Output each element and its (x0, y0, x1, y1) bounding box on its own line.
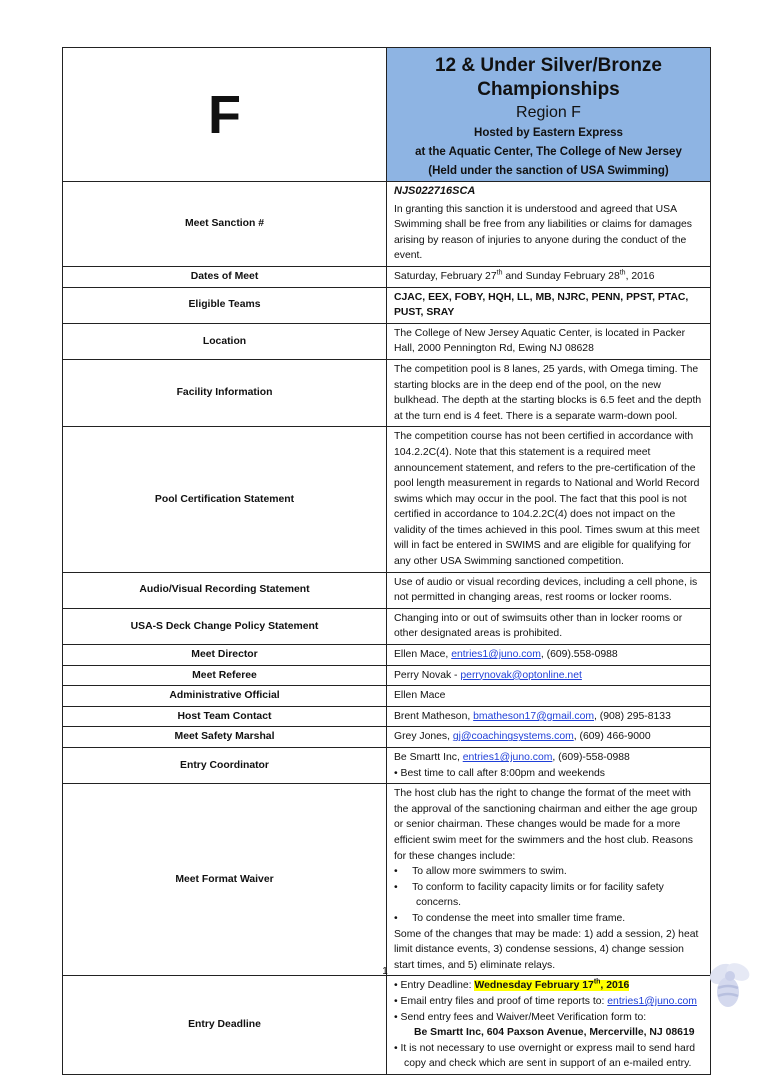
host-contact-value: Brent Matheson, bmatheson17@gmail.com, (908) 295-8133 (387, 706, 711, 727)
sanction-code: NJS022716SCA (394, 185, 476, 197)
list-item: • To allow more swimmers to swim. (394, 866, 567, 878)
referee-email-link[interactable]: perrynovak@optonline.net (460, 669, 582, 681)
av-value: Use of audio or visual recording devices, including a cell phone, is not permitted in changing areas, rest rooms or locker rooms. (387, 572, 711, 608)
safety-marshal-label: Meet Safety Marshal (63, 727, 387, 748)
facility-label: Facility Information (63, 359, 387, 426)
meet-sanction-value (387, 182, 711, 267)
eligible-teams-label: Eligible Teams (63, 287, 387, 323)
location-label: Location (63, 323, 387, 359)
admin-official-value: Ellen Mace (387, 686, 711, 707)
header-block (387, 48, 711, 182)
deadline-bullet: • Entry Deadline: Wednesday February 17th, 2016 (394, 978, 630, 992)
dates-label: Dates of Meet (63, 266, 387, 287)
coordinator-call-note: • Best time to call after 8:00pm and weekends (394, 767, 605, 779)
meet-sanction-label: Meet Sanction # (63, 182, 387, 267)
meet-title: 12 & Under Silver/Bronze Championships (434, 55, 663, 100)
region-name: Region F (516, 104, 581, 121)
entry-coordinator-label: Entry Coordinator (63, 748, 387, 784)
facility-value: The competition pool is 8 lanes, 25 yards, with Omega timing. The starting blocks are in the deep end of the pool, on the new bulkhead. The depth at the starting blocks is 6.5 feet and the depth at the turn end is 4 feet. There is a separate warm-down pool. (387, 359, 711, 426)
format-waiver-value (387, 784, 711, 976)
sanction-text: In granting this sanction it is understood and agreed that USA Swimming shall be free from any liabilities or claims for damages arising by reason of injuries to anyone during the conduct of the event. (394, 203, 692, 262)
region-letter-cell (63, 48, 387, 182)
entries-email-link[interactable]: entries1@juno.com (607, 995, 697, 1007)
host-line: Hosted by Eastern Express (474, 127, 623, 139)
coordinator-email-link[interactable]: entries1@juno.com (462, 752, 553, 763)
entry-deadline-label: Entry Deadline (63, 976, 387, 1075)
format-waiver-label: Meet Format Waiver (63, 784, 387, 976)
sanction-note: (Held under the sanction of USA Swimming) (428, 165, 669, 177)
send-fees-bullet: • Send entry fees and Waiver/Meet Verification form to: (394, 1011, 647, 1023)
safety-email-link[interactable]: gj@coachingsystems.com (452, 731, 574, 743)
host-contact-label: Host Team Contact (63, 706, 387, 727)
page-number: 1 (382, 966, 388, 977)
meet-info-table (62, 47, 711, 1075)
av-label: Audio/Visual Recording Statement (63, 572, 387, 608)
entry-deadline-value (387, 976, 711, 1075)
pool-cert-value: The competition course has not been certified in accordance with 104.2.2C(4). Note that this statement is a required meet announcement statement, and refers to the pre-certification of the pool length measurement in regards to National and World Record swims which may occur in the pool. The fact that this pool is not certified in accordance to 104.2.2C(4) does not impact on the validity of the times achieved in this pool. Times swum at this meet will in fact be entered in SWIMS and are eligible for qualifying for any other USA Swimming sanctioned competition. (387, 427, 711, 572)
meet-director-value: Ellen Mace, entries1@juno.com, (609).558-0988 (387, 645, 711, 666)
pool-cert-label: Pool Certification Statement (63, 427, 387, 572)
bee-watermark-icon (700, 952, 758, 1014)
list-item: • To conform to facility capacity limits or for facility safety concerns. (394, 881, 664, 909)
dates-value: Saturday, February 27th and Sunday February 28th, 2016 (387, 266, 711, 287)
location-value: The College of New Jersey Aquatic Center, is located in Packer Hall, 2000 Pennington Rd, Ewing NJ 08628 (387, 323, 711, 359)
list-item: • To condense the meet into smaller time frame. (394, 912, 626, 924)
meet-referee-value: Perry Novak - perrynovak@optonline.net (387, 665, 711, 686)
meet-referee-label: Meet Referee (63, 665, 387, 686)
director-email-link[interactable]: entries1@juno.com (451, 649, 541, 661)
safety-marshal-value: Grey Jones, gj@coachingsystems.com, (609) 466-9000 (387, 727, 711, 748)
no-overnight-bullet: • It is not necessary to use overnight or express mail to send hard copy and check which are sent in support of an e-mailed entry. (394, 1042, 696, 1070)
host-contact-email-link[interactable]: bmatheson17@gmail.com (473, 710, 595, 722)
format-intro: The host club has the right to change the format of the meet with the approval of the sanctioning chairman and either the age group or senior chairman. These changes would be made for a more efficient swim meet for the swimmers and the host club. Reasons for these changes include: (394, 788, 698, 862)
deck-change-label: USA-S Deck Change Policy Statement (63, 608, 387, 644)
format-outro: Some of the changes that may be made: 1) add a session, 2) heat limit distance events, 3) condense sessions, 4) change session start times, and 5) eliminate relays. (394, 928, 699, 971)
meet-director-label: Meet Director (63, 645, 387, 666)
region-letter: F (208, 84, 241, 145)
mailing-address: Be Smartt Inc, 604 Paxson Avenue, Mercerville, NJ 08619 (414, 1027, 695, 1039)
deck-change-value: Changing into or out of swimsuits other than in locker rooms or other designated areas is prohibited. (387, 608, 711, 644)
admin-official-label: Administrative Official (63, 686, 387, 707)
venue-line: at the Aquatic Center, The College of New Jersey (415, 146, 682, 158)
email-entries-bullet: • Email entry files and proof of time reports to: entries1@juno.com (394, 995, 697, 1007)
entry-coordinator-value: Be Smartt Inc, entries1@juno.com, (609)-558-0988 • Best time to call after 8:00pm and weekends (387, 748, 711, 784)
eligible-teams-value: CJAC, EEX, FOBY, HQH, LL, MB, NJRC, PENN, PPST, PTAC, PUST, SRAY (387, 287, 711, 323)
